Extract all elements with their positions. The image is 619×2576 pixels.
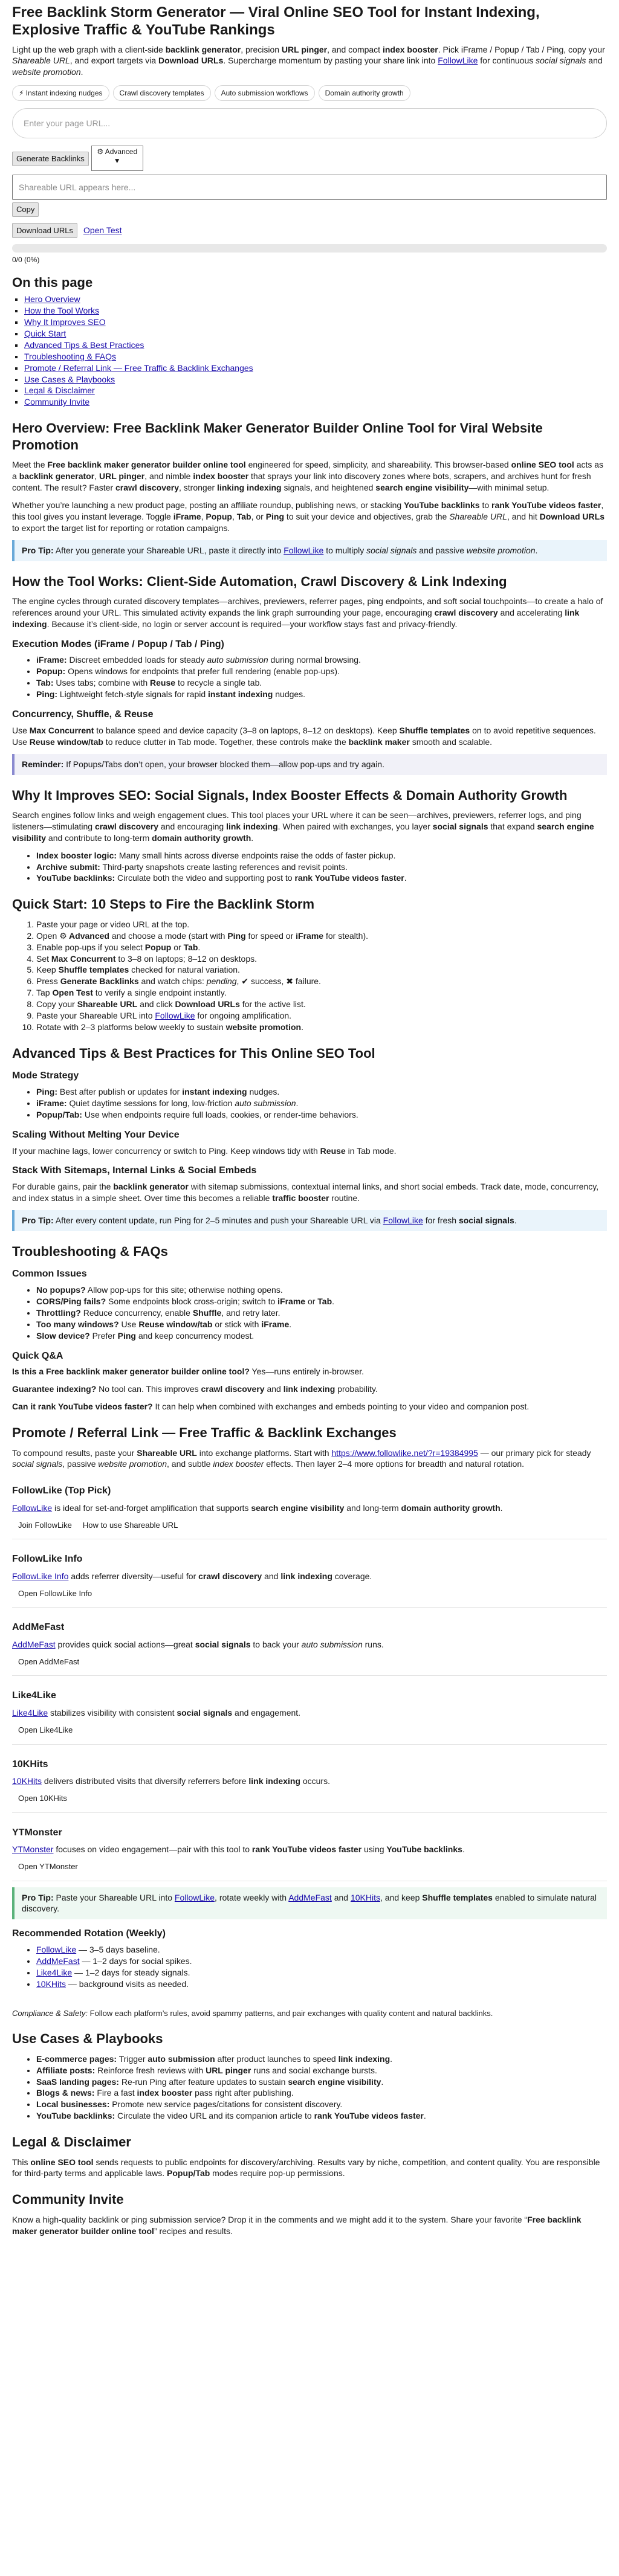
site-card-button[interactable]: Open 10KHits	[18, 1793, 67, 1803]
site-card-links	[12, 1725, 607, 1736]
list-item: 3. Enable pop-ups if you select Popup or Tab.	[36, 942, 607, 953]
site-card-title: Like4Like	[12, 1690, 56, 1701]
list-item: • SaaS landing pages: Re-run Ping after feature updates to sustain search engine visibility.	[36, 2076, 607, 2088]
site-card	[12, 1750, 607, 1813]
inline-link[interactable]: 10KHits	[36, 1979, 66, 1989]
mode-strategy-title: Mode Strategy	[12, 1071, 79, 1081]
toc-item	[24, 396, 607, 408]
site-card-title: FollowLike Info	[12, 1554, 83, 1565]
list-item: 6. Press Generate Backlinks and watch chips: pending, ✔ success, ✖ failure.	[36, 976, 607, 987]
compliance-note: Compliance & Safety: Follow each platform’s rules, avoid spammy patterns, and pair exchanges with quality content and natural backlinks.	[12, 2008, 493, 2018]
stack-title: Stack With Sitemaps, Internal Links & Social Embeds	[12, 1165, 257, 1176]
table-of-contents	[12, 274, 607, 408]
qa-item: Is this a Free backlink maker generator builder online tool? Yes—runs entirely in-browser.	[12, 1367, 364, 1377]
site-card-links	[12, 1861, 607, 1872]
intro-text: Light up the web graph with a client-side backlink generator, precision URL pinger, and compact index booster. Pick iFrame / Popup / Tab / Ping, copy your Shareable URL, and export targets via Download URLs. Supercharge momentum by pasting your share link into FollowLike for continuous social signals and website promotion.	[12, 44, 605, 77]
generate-backlinks-button[interactable]: Generate Backlinks	[12, 152, 89, 166]
list-item: • Like4Like — 1–2 days for steady signals.	[36, 1967, 607, 1979]
qa-item: Guarantee indexing? No tool can. This improves crawl discovery and link indexing probability.	[12, 1384, 378, 1394]
download-row	[12, 223, 607, 239]
site-card-links	[12, 1520, 607, 1531]
section-community-title: Community Invite	[12, 2192, 124, 2207]
copy-button[interactable]: Copy	[12, 202, 39, 217]
qa-block	[12, 1366, 607, 1412]
advanced-label: ⚙ Advanced	[97, 147, 138, 156]
site-card-title: 10KHits	[12, 1759, 48, 1769]
common-issues-title: Common Issues	[12, 1269, 87, 1280]
site-card-links	[12, 1657, 607, 1667]
section-promote-title: Promote / Referral Link — Free Traffic & Backlink Exchanges	[12, 1425, 397, 1441]
list-item: • Archive submit: Third-party snapshots create lasting references and revisit points.	[36, 861, 607, 873]
list-item: • AddMeFast — 1–2 days for social spikes.	[36, 1956, 607, 1967]
page-title: Free Backlink Storm Generator — Viral Online SEO Tool for Instant Indexing, Explosive Traffic & YouTube Rankings	[12, 4, 540, 39]
list-item: 10. Rotate with 2–3 platforms below weekly to sustain website promotion.	[36, 1022, 607, 1033]
site-card-button[interactable]: Open YTMonster	[18, 1862, 78, 1872]
list-item: 5. Keep Shuffle templates checked for natural variation.	[36, 964, 607, 976]
site-card-desc: YTMonster focuses on video engagement—pair with this tool to rank YouTube videos faster using YouTube backlinks.	[12, 1844, 465, 1855]
list-item: 2. Open ⚙ Advanced and choose a mode (start with Ping for speed or iFrame for stealth).	[36, 930, 607, 942]
site-cards	[12, 1476, 607, 1881]
list-item: 8. Copy your Shareable URL and click Download URLs for the active list.	[36, 999, 607, 1010]
list-item: • Slow device? Prefer Ping and keep concurrency modest.	[36, 1330, 607, 1342]
site-card-title: FollowLike (Top Pick)	[12, 1486, 111, 1496]
list-item: • FollowLike — 3–5 days baseline.	[36, 1944, 607, 1956]
advanced-tip-followlike-link[interactable]: FollowLike	[383, 1215, 423, 1225]
list-item: • Tab: Uses tabs; combine with Reuse to recycle a single tab.	[36, 677, 607, 689]
rotation-title: Recommended Rotation (Weekly)	[12, 1928, 166, 1939]
site-card-links	[12, 1588, 607, 1599]
site-card-links	[12, 1793, 607, 1804]
shareable-url-output[interactable]: Shareable URL appears here...	[12, 175, 607, 200]
rotation-list	[12, 1944, 607, 1990]
section-how-title: How the Tool Works: Client-Side Automation, Crawl Discovery & Link Indexing	[12, 573, 507, 589]
inline-link[interactable]: Like4Like	[36, 1967, 73, 1977]
tab-crawl-discovery[interactable]: Crawl discovery templates	[113, 85, 211, 101]
toc-link[interactable]: Promote / Referral Link — Free Traffic & Backlink Exchanges	[24, 362, 253, 373]
section-quick-title: Quick Start: 10 Steps to Fire the Backlink Storm	[12, 897, 315, 912]
inline-link[interactable]: FollowLike	[174, 1892, 215, 1902]
site-card-button[interactable]: Join FollowLike	[18, 1520, 72, 1530]
toc-item	[24, 317, 607, 328]
list-item: 4. Set Max Concurrent to 3–8 on laptops; 8–12 on desktops.	[36, 953, 607, 965]
concurrency-p: Use Max Concurrent to balance speed and device capacity (3–8 on laptops, 8–12 on desktops). Keep Shuffle templates on to avoid repetitive sequences. Use Reuse window/tab to reduce clutter in Tab mode. Together, these controls make the backlink maker smooth and scalable.	[12, 725, 596, 747]
list-item: • 10KHits — background visits as needed.	[36, 1979, 607, 1990]
list-item: • E-commerce pages: Trigger auto submission after product launches to speed link indexing.	[36, 2053, 607, 2065]
toc-item	[24, 362, 607, 374]
community-p: Know a high-quality backlink or ping submission service? Drop it in the comments and we might add it to the system. Share your favorite “Free backlink maker generator builder online tool” recipes and results.	[12, 2214, 582, 2236]
toc-link[interactable]: Troubleshooting & FAQs	[24, 351, 117, 361]
stack-p: For durable gains, pair the backlink generator with sitemap submissions, contextual internal links, and short social embeds. Track date, mode, concurrency, and index status in a simple sheet. Over time this becomes a reliable traffic booster routine.	[12, 1182, 599, 1203]
progress-bar	[12, 244, 607, 253]
inline-link[interactable]: FollowLike	[36, 1945, 77, 1955]
open-test-link[interactable]: Open Test	[83, 225, 122, 236]
section-why-title: Why It Improves SEO: Social Signals, Index Booster Effects & Domain Authority Growth	[12, 787, 568, 803]
site-card-title: AddMeFast	[12, 1622, 65, 1633]
inline-link[interactable]: AddMeFast	[36, 1956, 80, 1966]
list-item: • Popup: Opens windows for endpoints that prefer full rendering (enable pop-ups).	[36, 666, 607, 677]
site-card	[12, 1612, 607, 1676]
site-card-title: YTMonster	[12, 1827, 62, 1838]
list-item: • Too many windows? Use Reuse window/tab or stick with iFrame.	[36, 1319, 607, 1330]
hero-p1: Meet the Free backlink maker generator builder online tool engineered for speed, simplicity, and shareability. This browser-based online SEO tool acts as a backlink generator, URL pinger, and nimble index booster that sprays your link into discovery zones where bots, scrapers, and archives hunt for fresh content. The result? Faster crawl discovery, stronger linking indexing signals, and heightened search engine visibility—with minimal setup.	[12, 460, 604, 493]
legal-p: This online SEO tool sends requests to public endpoints for discovery/archiving. Results vary by niche, competition, and content quality. You are responsible for third-party terms and applicable laws. Popup/Tab modes require pop-up permissions.	[12, 2157, 600, 2178]
section-trouble-title: Troubleshooting & FAQs	[12, 1243, 168, 1259]
list-item: • CORS/Ping fails? Some endpoints block cross-origin; switch to iFrame or Tab.	[36, 1296, 607, 1307]
site-card-desc: AddMeFast provides quick social actions—great social signals to back your auto submission runs.	[12, 1640, 384, 1650]
inline-link[interactable]: Like4Like	[12, 1708, 48, 1718]
list-item: • Ping: Best after publish or updates for instant indexing nudges.	[36, 1086, 607, 1098]
site-card-button[interactable]: Open AddMeFast	[18, 1657, 80, 1666]
site-card-button[interactable]: Open Like4Like	[18, 1725, 73, 1734]
promote-pro-tip: Pro Tip: Paste your Shareable URL into FollowLike, rotate weekly with AddMeFast and 10KHits, and keep Shuffle templates enabled to simulate natural discovery.	[12, 1887, 607, 1920]
modes-title: Execution Modes (iFrame / Popup / Tab / Ping)	[12, 639, 224, 649]
list-item: 9. Paste your Shareable URL into FollowLike for ongoing amplification.	[36, 1010, 607, 1022]
site-card-button[interactable]: How to use Shareable URL	[82, 1520, 178, 1530]
list-item: • Blogs & news: Fire a fast index booster pass right after publishing.	[36, 2087, 607, 2099]
inline-link[interactable]: https://www.followlike.net/?r=19384995	[331, 1447, 478, 1458]
toc-item	[24, 328, 607, 340]
reminder-callout: Reminder: If Popups/Tabs don’t open, your browser blocked them—allow pop-ups and try again.	[12, 754, 607, 775]
chevron-down-icon: ▼	[113, 156, 121, 166]
quick-steps	[12, 919, 607, 1033]
section-hero-title: Hero Overview: Free Backlink Maker Generator Builder Online Tool for Viral Website Promotion	[12, 420, 543, 452]
progress-text: 0/0 (0%)	[12, 256, 40, 265]
hero-p2: Whether you’re launching a new product page, posting an affiliate roundup, publishing news, or stacking YouTube backlinks to rank YouTube videos faster, this tool gives you instant leverage. Toggle iFrame, Popup, Tab, or Ping to suit your device and objectives, grab the Shareable URL, and hit Download URLs to export the target list for reporting or rotation campaigns.	[12, 500, 604, 533]
tab-domain-authority[interactable]: Domain authority growth	[319, 85, 410, 101]
generate-row	[12, 146, 607, 171]
toc-link[interactable]: Use Cases & Playbooks	[24, 374, 115, 384]
toc-link[interactable]: Legal & Disclaimer	[24, 385, 95, 396]
how-p1: The engine cycles through curated discovery templates—archives, previewers, referrer pages, ping endpoints, and soft social touchpoints—to create a halo of references around your URL. This simulated activity expands the link graph surrounding your page, encouraging crawl discovery and accelerating link indexing. Because it’s client-side, no login or server account is required—your workflow stays fast and privacy-friendly.	[12, 596, 603, 629]
toc-title: On this page	[12, 274, 93, 290]
inline-link[interactable]: AddMeFast	[288, 1892, 332, 1902]
inline-link[interactable]: YTMonster	[12, 1844, 54, 1855]
toc-item	[24, 340, 607, 351]
toc-link[interactable]: Community Invite	[24, 397, 90, 407]
list-item: • YouTube backlinks: Circulate the video URL and its companion article to rank YouTube videos faster.	[36, 2110, 607, 2122]
download-urls-button[interactable]: Download URLs	[12, 223, 77, 239]
modes-list	[12, 654, 607, 700]
intro-followlike-link[interactable]: FollowLike	[438, 56, 478, 66]
common-issues-list	[12, 1284, 607, 1341]
tab-instant-indexing[interactable]: ⚡ Instant indexing nudges	[12, 85, 109, 101]
inline-link[interactable]: FollowLike	[155, 1010, 195, 1020]
list-item: • Affiliate posts: Reinforce fresh reviews with URL pinger runs and social exchange bursts.	[36, 2065, 607, 2076]
list-item: 1. Paste your page or video URL at the top.	[36, 919, 607, 930]
site-card-desc: FollowLike is ideal for set-and-forget amplification that supports search engine visibility and long-term domain authority growth.	[12, 1502, 503, 1513]
section-advanced-title: Advanced Tips & Best Practices for This Online SEO Tool	[12, 1045, 375, 1061]
list-item: • Popup/Tab: Use when endpoints require full loads, cookies, or render-time behaviors.	[36, 1109, 607, 1121]
list-item: • iFrame: Discreet embedded loads for steady auto submission during normal browsing.	[36, 654, 607, 666]
inline-link[interactable]: FollowLike Info	[12, 1571, 69, 1581]
inline-link[interactable]: 10KHits	[12, 1776, 42, 1786]
toc-list	[12, 294, 607, 408]
inline-link[interactable]: AddMeFast	[12, 1640, 56, 1650]
site-card-desc: Like4Like stabilizes visibility with consistent social signals and engagement.	[12, 1708, 301, 1718]
site-card	[12, 1476, 607, 1539]
scaling-title: Scaling Without Melting Your Device	[12, 1129, 180, 1140]
site-card	[12, 1681, 607, 1744]
toc-item	[24, 305, 607, 317]
tab-auto-submission[interactable]: Auto submission workflows	[215, 85, 315, 101]
toc-item	[24, 351, 607, 362]
why-p1: Search engines follow links and weigh engagement clues. This tool places your URL where it can be seen—archives, previewers, referrer logs, and ping listeners—stimulating crawl discovery and encouraging link indexing. When paired with exchanges, you layer social signals that expand search engine visibility and contribute to long-term domain authority growth.	[12, 810, 594, 843]
concurrency-title: Concurrency, Shuffle, & Reuse	[12, 709, 154, 720]
list-item: • Index booster logic: Many small hints across diverse endpoints raise the odds of faster pickup.	[36, 850, 607, 861]
section-usecases-title: Use Cases & Playbooks	[12, 2031, 163, 2047]
why-list	[12, 850, 607, 884]
inline-link[interactable]: 10KHits	[350, 1892, 380, 1902]
hero-pro-tip: Pro Tip: After you generate your Shareable URL, paste it directly into FollowLike to multiply social signals and passive website promotion.	[12, 540, 607, 561]
toc-link[interactable]: Quick Start	[24, 329, 66, 339]
quick-qa-title: Quick Q&A	[12, 1350, 63, 1361]
advanced-pro-tip: Pro Tip: After every content update, run Ping for 2–5 minutes and push your Shareable URL via FollowLike for fresh social signals.	[12, 1210, 607, 1231]
list-item: • Ping: Lightweight fetch-style signals for rapid instant indexing nudges.	[36, 689, 607, 700]
list-item: • No popups? Allow pop-ups for this site; otherwise nothing opens.	[36, 1284, 607, 1296]
list-item: 7. Tap Open Test to verify a single endpoint instantly.	[36, 987, 607, 999]
toc-link[interactable]: How the Tool Works	[24, 306, 99, 316]
site-card-desc: FollowLike Info adds referrer diversity—useful for crawl discovery and link indexing coverage.	[12, 1571, 372, 1581]
list-item: • YouTube backlinks: Circulate both the video and supporting post to rank YouTube videos faster.	[36, 872, 607, 884]
site-card	[12, 1818, 607, 1881]
url-input[interactable]: Enter your page URL...	[12, 108, 607, 138]
scaling-p: If your machine lags, lower concurrency or switch to Ping. Keep windows tidy with Reuse in Tab mode.	[12, 1145, 397, 1156]
section-legal-title: Legal & Disclaimer	[12, 2134, 131, 2150]
toc-link[interactable]: Why It Improves SEO	[24, 317, 106, 327]
feature-tabs	[12, 85, 607, 101]
site-card-desc: 10KHits delivers distributed visits that diversify referrers before link indexing occurs.	[12, 1776, 330, 1786]
toc-link[interactable]: Advanced Tips & Best Practices	[24, 340, 144, 350]
promote-p1: To compound results, paste your Shareable URL into exchange platforms. Start with https://www.followlike.net/?r=19384995 — our primary pick for steady social signals, passive website promotion, and subtle index booster effects. Then layer 2–4 more options for breadth and natural rotation.	[12, 1447, 591, 1469]
qa-item: Can it rank YouTube videos faster? It can help when combined with exchanges and embeds pointing to your video and companion post.	[12, 1402, 530, 1412]
toc-item	[24, 385, 607, 396]
inline-link[interactable]: FollowLike	[12, 1502, 53, 1513]
advanced-mode-select[interactable]	[91, 146, 143, 171]
site-card-button[interactable]: Open FollowLike Info	[18, 1588, 92, 1598]
site-card	[12, 1544, 607, 1608]
list-item: • Local businesses: Promote new service pages/citations for consistent discovery.	[36, 2099, 607, 2110]
list-item: • iFrame: Quiet daytime sessions for long, low-friction auto submission.	[36, 1098, 607, 1109]
hero-tip-followlike-link[interactable]: FollowLike	[284, 545, 324, 555]
toc-link[interactable]: Hero Overview	[24, 294, 80, 304]
list-item: • Throttling? Reduce concurrency, enable Shuffle, and retry later.	[36, 1307, 607, 1319]
toc-item	[24, 294, 607, 305]
usecases-list	[12, 2053, 607, 2122]
toc-item	[24, 374, 607, 385]
mode-strategy-list	[12, 1086, 607, 1121]
